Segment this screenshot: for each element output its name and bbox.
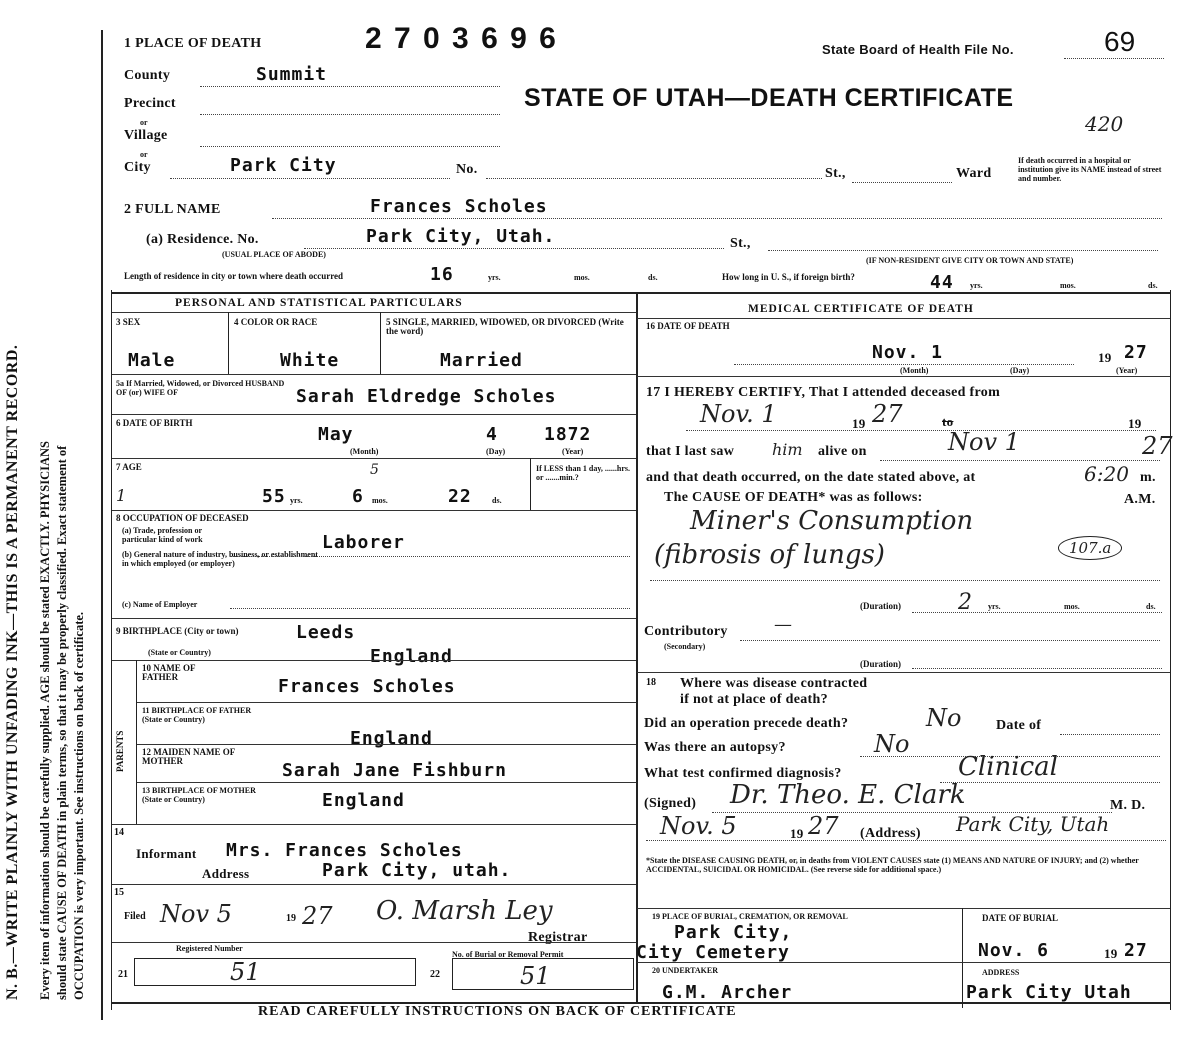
marital-label: 5 SINGLE, MARRIED, WIDOWED, OR DIVORCED (Write the word) xyxy=(386,317,624,336)
form-left-border xyxy=(101,30,103,1020)
nonresident-note: (IF NON-RESIDENT GIVE CITY OR TOWN AND STATE) xyxy=(866,256,1074,265)
certify-label: 17 I HEREBY CERTIFY, That I attended deceased from xyxy=(646,385,1001,400)
side-note-information: Every item of information should be carefully supplied. AGE should be stated EXACTLY. PHYSICIANS xyxy=(38,441,52,1000)
autopsy-label: Was there an autopsy? xyxy=(644,740,786,755)
q18-number: 18 xyxy=(646,677,656,688)
dob-day: 4 xyxy=(486,424,498,445)
file-number: 69 xyxy=(1104,26,1136,57)
mother-label: 12 MAIDEN NAME OF MOTHER xyxy=(142,747,235,766)
side-note-permanent-record: N. B.—WRITE PLAINLY WITH UNFADING INK—THIS IS A PERMANENT RECORD. xyxy=(4,344,21,1000)
color-value: White xyxy=(280,350,340,371)
length-residence-label: Length of residence in city or town where death occurred xyxy=(124,271,344,281)
informant-label: Informant xyxy=(136,846,197,861)
dob-month-caption: (Month) xyxy=(350,447,379,456)
form-left-border-2 xyxy=(111,290,112,1010)
mother-value: Sarah Jane Fishburn xyxy=(282,760,507,781)
column-divider xyxy=(636,292,638,1002)
length-yrs: yrs. xyxy=(488,273,501,282)
personal-section-title: PERSONAL AND STATISTICAL PARTICULARS xyxy=(175,297,463,309)
father-value: Frances Scholes xyxy=(278,676,456,697)
registrar-label: Registrar xyxy=(528,930,588,945)
color-label: 4 COLOR OR RACE xyxy=(234,317,318,327)
birthplace-label: 9 BIRTHPLACE (City or town) xyxy=(116,626,239,636)
death-month-caption: (Month) xyxy=(900,366,929,375)
age-years: 55 xyxy=(262,486,286,507)
file-no-label: State Board of Health File No. xyxy=(822,42,1014,57)
us-residence-years: 44 xyxy=(930,272,954,293)
autopsy-value: No xyxy=(874,730,910,758)
ward-note: If death occurred in a hospital or institution give its NAME instead of street and number. xyxy=(1018,156,1162,183)
occupation-c-label: (c) Name of Employer xyxy=(122,600,198,609)
last-saw-label: that I last saw xyxy=(646,444,735,459)
cause-footnote: *State the DISEASE CAUSING DEATH, or, in deaths from VIOLENT CAUSES state (1) MEANS AND NATURE OF INJURY; and (2) whether ACCIDENTAL, SUICIDAL OR HOMICIDAL. (See reverse side for additional space.) xyxy=(646,856,1139,874)
registered-number-value: 51 xyxy=(230,958,261,986)
st-label: St., xyxy=(825,166,846,181)
duration-yrs: yrs. xyxy=(988,602,1001,611)
informant-address-label: Address xyxy=(202,866,250,881)
age-tick: 1 xyxy=(116,486,127,505)
burial-place-line2: City Cemetery xyxy=(636,942,790,963)
undertaker-address-label: ADDRESS xyxy=(982,968,1020,977)
filed-year-prefix: 19 xyxy=(286,913,296,924)
reg-22: 22 xyxy=(430,969,440,980)
contributory-label: Contributory xyxy=(644,624,728,639)
signed-year: 27 xyxy=(808,812,839,840)
full-name-label: 2 FULL NAME xyxy=(124,202,221,217)
precinct-label: Precinct xyxy=(124,96,176,111)
city-label: City xyxy=(124,160,151,175)
spouse-value: Sarah Eldredge Scholes xyxy=(296,386,557,407)
duration-label-2: (Duration) xyxy=(860,659,901,669)
death-occurred-label: and that death occurred, on the date stated above, at xyxy=(646,470,976,485)
less-than-day-label: If LESS than 1 day, ......hrs. or .......min.? xyxy=(536,464,631,482)
m-label: m. xyxy=(1140,470,1156,485)
operation-value: No xyxy=(926,704,962,732)
death-year: 27 xyxy=(1124,342,1148,363)
burial-permit-value: 51 xyxy=(520,962,551,990)
attended-year: 27 xyxy=(872,400,903,428)
dob-month: May xyxy=(318,424,354,445)
length-mos: mos. xyxy=(574,273,590,282)
village-label: Village xyxy=(124,128,168,143)
physician-signature: Dr. Theo. E. Clark xyxy=(730,780,966,810)
filed-label: Filed xyxy=(124,911,146,922)
to-label: to xyxy=(942,414,954,429)
burial-permit-label: No. of Burial or Removal Permit xyxy=(452,950,564,959)
father-birthplace-label: 11 BIRTHPLACE OF FATHER (State or Country) xyxy=(142,706,252,724)
burial-year-prefix: 19 xyxy=(1104,946,1118,961)
county-value: Summit xyxy=(256,64,328,85)
usual-place-caption: (USUAL PLACE OF ABODE) xyxy=(222,250,326,259)
registrar-signature: O. Marsh Ley xyxy=(376,896,553,926)
death-year-caption: (Year) xyxy=(1116,366,1138,375)
birthplace-city: Leeds xyxy=(296,622,356,643)
side-note-cause: should state CAUSE OF DEATH in plain terms, so that it may be properly classified. Exact statement of xyxy=(55,445,69,1000)
signed-label: (Signed) xyxy=(644,796,697,811)
mother-birthplace-label: 13 BIRTHPLACE OF MOTHER (State or Country) xyxy=(142,786,256,804)
medical-section-title: MEDICAL CERTIFICATE OF DEATH xyxy=(748,303,974,315)
occupation-label: 8 OCCUPATION OF DECEASED xyxy=(116,513,249,523)
mother-birthplace-value: England xyxy=(322,790,405,811)
cause-secondary: (fibrosis of lungs) xyxy=(654,540,885,570)
sex-label: 3 SEX xyxy=(116,317,141,327)
attended-from: Nov. 1 xyxy=(700,400,777,428)
age-mos-caption: mos. xyxy=(372,496,388,505)
father-label: 10 NAME OF FATHER xyxy=(142,663,196,682)
us-ds: ds. xyxy=(1148,281,1158,290)
occupation-b-label: (b) General nature of industry, business, or establishment in which employed (or employer) xyxy=(122,550,318,568)
duration-ds: ds. xyxy=(1146,602,1156,611)
signed-address: Park City, Utah xyxy=(956,812,1110,836)
length-residence-years: 16 xyxy=(430,264,454,285)
age-yrs-caption: yrs. xyxy=(290,496,303,505)
contributory-value: — xyxy=(774,614,792,635)
undertaker-address: Park City Utah xyxy=(966,982,1132,1003)
document-title: STATE OF UTAH—DEATH CERTIFICATE xyxy=(524,84,1014,112)
last-saw-him: him xyxy=(772,440,803,459)
duration-value: 2 xyxy=(958,590,972,615)
death-day-caption: (Day) xyxy=(1010,366,1030,375)
registered-number-box xyxy=(134,958,416,986)
cause-code: 107.a xyxy=(1058,536,1122,560)
us-yrs: yrs. xyxy=(970,281,983,290)
signed-date: Nov. 5 xyxy=(660,812,737,840)
secondary-caption: (Secondary) xyxy=(664,642,706,651)
cause-label: The CAUSE OF DEATH* was as follows: xyxy=(664,490,923,505)
informant-address-value: Park City, utah. xyxy=(322,860,512,881)
last-saw-date: Nov 1 xyxy=(948,428,1020,456)
or-1: or xyxy=(140,118,148,127)
dob-day-caption: (Day) xyxy=(486,447,506,456)
test-value: Clinical xyxy=(958,752,1058,782)
us-mos: mos. xyxy=(1060,281,1076,290)
or-2: or xyxy=(140,150,148,159)
occupation-a-label: (a) Trade, profession or particular kind of work xyxy=(122,526,203,544)
burial-place-label: 19 PLACE OF BURIAL, CREMATION, OR REMOVAL xyxy=(652,912,848,921)
undertaker-value: G.M. Archer xyxy=(662,982,793,1003)
place-of-death-label: 1 PLACE OF DEATH xyxy=(124,36,262,51)
filed-year: 27 xyxy=(302,902,333,930)
father-birthplace-value: England xyxy=(350,728,433,749)
age-label: 7 AGE xyxy=(116,462,142,472)
dob-label: 6 DATE OF BIRTH xyxy=(116,418,193,428)
length-ds: ds. xyxy=(648,273,658,282)
am-label: A.M. xyxy=(1124,492,1156,507)
burial-date: Nov. 6 xyxy=(978,940,1050,961)
residence-label: (a) Residence. No. xyxy=(146,232,259,247)
handwritten-note: 420 xyxy=(1085,112,1124,136)
county-label: County xyxy=(124,68,171,83)
burial-date-label: DATE OF BURIAL xyxy=(982,913,1059,923)
certificate-number: 2 7 0 3 6 9 6 xyxy=(365,22,558,55)
death-year-prefix: 19 xyxy=(1098,350,1112,365)
no-label: No. xyxy=(456,162,478,177)
informant-value: Mrs. Frances Scholes xyxy=(226,840,463,861)
filed-date: Nov 5 xyxy=(160,900,232,928)
signed-address-label: (Address) xyxy=(860,826,921,841)
parents-label: PARENTS xyxy=(115,730,125,772)
sex-value: Male xyxy=(128,350,176,371)
operation-date-label: Date of xyxy=(996,718,1042,733)
age-mark: 5 xyxy=(370,462,379,478)
us-residence-label: How long in U. S., if foreign birth? xyxy=(722,272,855,282)
birthplace-country: England xyxy=(370,646,453,667)
alive-on-label: alive on xyxy=(818,444,867,459)
duration-mos: mos. xyxy=(1064,602,1080,611)
marital-value: Married xyxy=(440,350,523,371)
dob-year: 1872 xyxy=(544,424,592,445)
to-year-prefix: 19 xyxy=(1128,416,1142,431)
residence-st-label: St., xyxy=(730,236,751,251)
reg-21: 21 xyxy=(118,969,128,980)
registered-number-label: Registered Number xyxy=(176,944,243,953)
full-name-value: Frances Scholes xyxy=(370,196,548,217)
date-of-death-label: 16 DATE OF DEATH xyxy=(646,321,730,331)
cause-primary: Miner's Consumption xyxy=(690,506,974,536)
burial-place-line1: Park City, xyxy=(674,922,793,943)
q18-label-2: if not at place of death? xyxy=(680,692,828,707)
death-date: Nov. 1 xyxy=(872,342,944,363)
test-label: What test confirmed diagnosis? xyxy=(644,766,842,781)
birthplace-state-caption: (State or Country) xyxy=(148,648,211,657)
q18-label: Where was disease contracted xyxy=(680,676,868,691)
footer-instructions: READ CAREFULLY INSTRUCTIONS ON BACK OF CERTIFICATE xyxy=(258,1004,737,1019)
side-note-occupation: OCCUPATION is very important. See instructions on back of certificate. xyxy=(72,611,86,1000)
spouse-label: 5a If Married, Widowed, or Divorced HUSBAND OF (or) WIFE OF xyxy=(116,379,285,397)
signed-year-prefix: 19 xyxy=(790,826,804,841)
occupation-value: Laborer xyxy=(322,532,405,553)
age-days: 22 xyxy=(448,486,472,507)
operation-label: Did an operation precede death? xyxy=(644,716,849,731)
dob-year-caption: (Year) xyxy=(562,447,584,456)
last-saw-year: 27 xyxy=(1142,432,1173,460)
ward-label: Ward xyxy=(956,166,992,181)
death-time: 6:20 xyxy=(1084,462,1129,486)
attended-year-prefix: 19 xyxy=(852,416,866,431)
form-right-border xyxy=(1170,290,1171,1010)
age-months: 6 xyxy=(352,486,364,507)
city-value: Park City xyxy=(230,155,337,176)
informant-number: 14 xyxy=(114,827,124,838)
md-label: M. D. xyxy=(1110,798,1146,813)
filed-number: 15 xyxy=(114,887,124,898)
undertaker-label: 20 UNDERTAKER xyxy=(652,966,719,975)
residence-value: Park City, Utah. xyxy=(366,226,556,247)
burial-year: 27 xyxy=(1124,940,1148,961)
age-ds-caption: ds. xyxy=(492,496,502,505)
duration-label: (Duration) xyxy=(860,601,901,611)
